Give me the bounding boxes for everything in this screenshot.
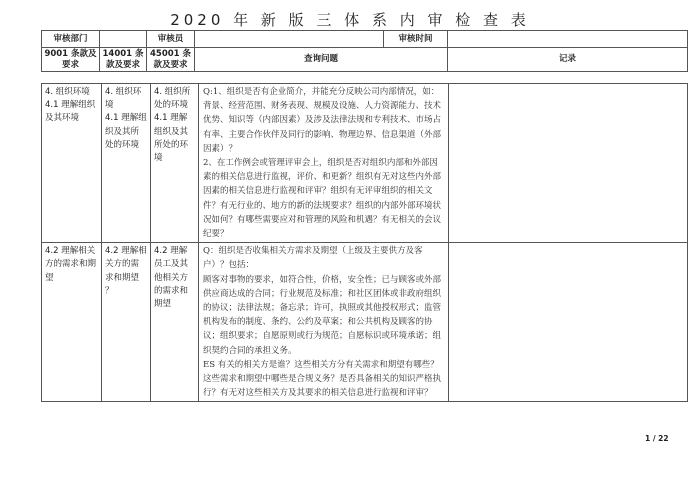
col-header-query: 查询问题: [195, 48, 448, 72]
checklist-table: [41, 83, 688, 402]
record-cell[interactable]: [449, 84, 688, 243]
audit-department-field[interactable]: [100, 31, 147, 48]
document-title: 2020 年 新 版 三 体 系 内 审 检 查 表: [170, 11, 530, 29]
clause-45001-cell: 4. 组织所处的环境 4.1 理解组织及其所处的环境: [151, 84, 199, 243]
page-indicator: 1 / 22: [645, 434, 669, 443]
table-row: [42, 84, 688, 243]
record-cell[interactable]: [449, 243, 688, 402]
auditor-label: 审核员: [147, 31, 195, 48]
audit-time-field[interactable]: [448, 31, 688, 48]
col-header-record: 记录: [448, 48, 688, 72]
auditor-field[interactable]: [195, 31, 384, 48]
col-header-14001: 14001 条款及要求: [100, 48, 147, 72]
col-header-9001: 9001 条款及要求: [42, 48, 100, 72]
header-info-row: [42, 31, 688, 48]
clause-9001-cell: 4. 组织环境 4.1 理解组织及其环境: [42, 84, 102, 243]
audit-department-label: 审核部门: [42, 31, 100, 48]
query-cell: Q:1、组织是否有企业简介，并能充分反映公司内部情况，如：背景、经营范围、财务表现、规模及设施、人力资源能力、技术优势、知识等（内部因素）及涉及法律法规和专利技术、市场占有率、主要合作伙伴及同行的影响、物理边界、信息渠道（外部因素）？ 2、在工作例会或管理评审会上，组织是否对组织内部和外部因素的相关信息进行监视，评价、和更新？组织有无对这些内外部因素的相关信息进行监视和评审？组织有无评审组织的相关文件？有无行业的、地方的新的法规要求？组织的内部外部环境状况如何？有哪些需要应对和管理的风险和机遇？有无相关的会议纪要？: [199, 84, 449, 243]
column-header-row: [42, 48, 688, 72]
clause-14001-cell: 4. 组织环境 4.1 理解组织及其所处的环境: [102, 84, 151, 243]
col-header-45001: 45001 条款及要求: [147, 48, 195, 72]
clause-9001-cell: 4.2 理解相关方的需求和期望: [42, 243, 102, 402]
clause-14001-cell: 4.2 理解相关方的需求和期望 ？: [102, 243, 151, 402]
audit-time-label: 审核时间: [384, 31, 448, 48]
clause-45001-cell: 4.2 理解员工及其他相关方的需求和期望: [151, 243, 199, 402]
query-cell: Q：组织是否收集相关方需求及期望（上级及主要供方及客户）？包括： 顾客对事物的要求，如符合性，价格，安全性；已与顾客或外部供应商达成的合同；行业规范及标准；和社区团体或非政府组织的协议；法律法规；备忘录；许可，执照或其他授权形式；监管机构发布的制度、条约、公约及草案；和公共机构及顾客的协议；组织要求；自愿原则或行为规范；自愿标识或环境承诺；组织契约合同的承担义务。 ES 有关的相关方是谁？这些相关方分有关需求和期望有哪些？这些需求和期望中哪些是合规义务？是否具备相关的知识严格执行？有无对这些相关方及其要求的相关信息进行监视和评审？: [199, 243, 449, 402]
audit-header-table: [41, 30, 688, 72]
table-row: [42, 243, 688, 402]
